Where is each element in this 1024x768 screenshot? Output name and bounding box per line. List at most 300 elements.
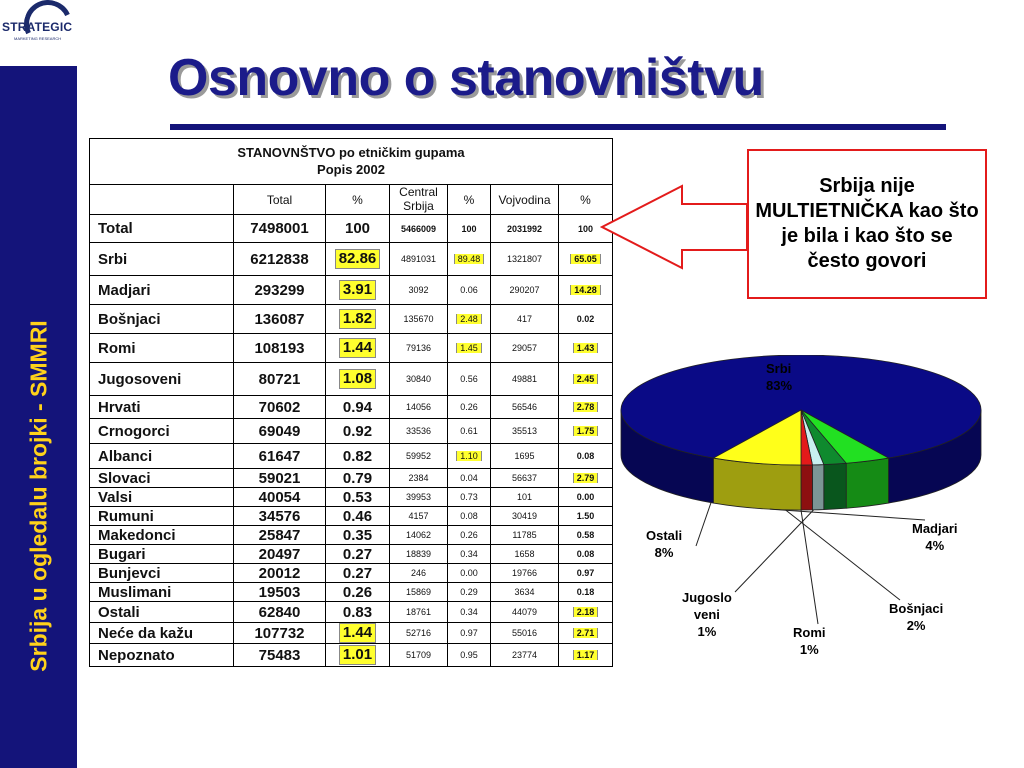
cell-central-value: 135670 xyxy=(403,314,434,324)
cell-central-pct-value: 2.48 xyxy=(456,314,482,324)
cell-total xyxy=(234,444,326,469)
cell-central-pct-value: 0.34 xyxy=(460,549,478,559)
cell-central-pct-value: 0.08 xyxy=(460,511,478,521)
cell-vojvodina-value: 44079 xyxy=(511,607,538,617)
cell-vojvodina xyxy=(491,545,559,564)
cell-total xyxy=(234,545,326,564)
cell-vojvodina-value: 35513 xyxy=(511,426,538,436)
label-bosnjaci xyxy=(889,601,943,635)
cell-pct xyxy=(326,564,390,583)
label-romi-name: Romi xyxy=(793,625,826,640)
label-ostali xyxy=(646,528,682,562)
cell-central xyxy=(390,644,448,667)
cell-central-value: 59952 xyxy=(405,451,432,461)
cell-vojvodina-pct xyxy=(559,419,613,444)
label-ostali-value: 8% xyxy=(654,544,674,560)
cell-central-value: 5466009 xyxy=(400,223,437,234)
cell-vojvodina xyxy=(491,276,559,305)
cell-vojvodina-pct-value: 1.75 xyxy=(573,426,599,436)
title-underline xyxy=(170,124,946,130)
cell-vojvodina xyxy=(491,305,559,334)
cell-name-value: Muslimani xyxy=(98,583,172,601)
cell-central-value: 30840 xyxy=(405,374,432,384)
cell-vojvodina-pct-value: 1.43 xyxy=(573,343,599,353)
cell-vojvodina-pct xyxy=(559,396,613,419)
cell-name-value: Ostali xyxy=(98,603,140,621)
table-row xyxy=(90,215,613,243)
cell-total-value: 80721 xyxy=(258,370,301,388)
cell-total-value: 19503 xyxy=(258,583,301,601)
cell-central xyxy=(390,396,448,419)
sidebar-vertical-text: Srbija u ogledalu brojki - SMMRI xyxy=(25,320,52,672)
cell-central-pct xyxy=(448,564,491,583)
label-madjari xyxy=(912,521,958,555)
cell-total xyxy=(234,526,326,545)
cell-name-value: Neće da kažu xyxy=(98,624,194,642)
cell-central-value: 18761 xyxy=(405,607,432,617)
cell-central-pct xyxy=(448,469,491,488)
cell-pct-value: 1.01 xyxy=(339,645,376,665)
header-central-text: Central Srbija xyxy=(399,185,438,213)
header-central-srbija xyxy=(390,185,448,215)
cell-vojvodina-pct-value: 0.58 xyxy=(576,530,595,540)
cell-central-pct xyxy=(448,363,491,396)
label-bosnjaci-value: 2% xyxy=(906,617,926,633)
cell-pct xyxy=(326,583,390,602)
cell-pct xyxy=(326,396,390,419)
cell-name xyxy=(90,243,234,276)
cell-total xyxy=(234,305,326,334)
cell-vojvodina xyxy=(491,583,559,602)
cell-vojvodina-pct-value: 2.71 xyxy=(573,628,599,638)
cell-vojvodina-pct xyxy=(559,526,613,545)
cell-central xyxy=(390,334,448,363)
cell-name-value: Rumuni xyxy=(98,507,154,525)
cell-central-pct-value: 0.26 xyxy=(460,530,478,540)
cell-central-value: 3092 xyxy=(408,285,429,295)
cell-vojvodina-pct-value: 65.05 xyxy=(570,254,601,264)
cell-vojvodina-value: 19766 xyxy=(511,568,538,578)
cell-total-value: 61647 xyxy=(258,447,301,465)
cell-total xyxy=(234,215,326,243)
page-title: Osnovno o stanovništvu xyxy=(168,49,764,107)
cell-vojvodina-pct-value: 0.97 xyxy=(576,568,595,578)
leader-romi xyxy=(801,510,818,624)
cell-pct-value: 100 xyxy=(344,220,371,237)
cell-pct-value: 0.83 xyxy=(342,603,373,621)
cell-vojvodina-pct xyxy=(559,469,613,488)
cell-central-pct-value: 1.45 xyxy=(456,343,482,353)
table-row xyxy=(90,305,613,334)
cell-vojvodina-pct xyxy=(559,583,613,602)
cell-vojvodina-pct xyxy=(559,644,613,667)
strategic-logo xyxy=(0,0,78,66)
cell-name xyxy=(90,644,234,667)
cell-central-pct xyxy=(448,545,491,564)
cell-pct-value: 0.82 xyxy=(342,447,373,465)
cell-vojvodina xyxy=(491,507,559,526)
cell-vojvodina xyxy=(491,644,559,667)
pie-side-madjari xyxy=(846,458,888,508)
cell-name xyxy=(90,469,234,488)
cell-name xyxy=(90,444,234,469)
cell-name xyxy=(90,507,234,526)
table-row xyxy=(90,602,613,623)
cell-name-value: Makedonci xyxy=(98,526,176,544)
cell-vojvodina-pct-value: 0.18 xyxy=(576,587,595,597)
cell-vojvodina-value: 56637 xyxy=(511,473,538,483)
cell-central xyxy=(390,564,448,583)
cell-pct-value: 0.92 xyxy=(342,422,373,440)
cell-name-value: Slovaci xyxy=(98,469,151,487)
cell-vojvodina xyxy=(491,488,559,507)
cell-pct-value: 82.86 xyxy=(335,249,381,269)
cell-vojvodina-pct-value: 2.78 xyxy=(573,402,599,412)
cell-vojvodina-pct-value: 0.08 xyxy=(576,451,595,461)
cell-vojvodina-value: 101 xyxy=(516,492,533,502)
cell-central-pct xyxy=(448,507,491,526)
pie-side-romi xyxy=(812,465,823,510)
cell-name-value: Madjari xyxy=(98,281,151,299)
table-row xyxy=(90,488,613,507)
table-row xyxy=(90,469,613,488)
cell-central-pct-value: 1.10 xyxy=(456,451,482,461)
cell-name-value: Bošnjaci xyxy=(98,310,161,328)
pie-side-bošnjaci xyxy=(824,463,846,509)
cell-total-value: 69049 xyxy=(258,422,301,440)
cell-central xyxy=(390,623,448,644)
label-madjari-value: 4% xyxy=(925,537,945,553)
cell-vojvodina-value: 1695 xyxy=(514,451,535,461)
cell-central-pct xyxy=(448,583,491,602)
cell-vojvodina-value: 49881 xyxy=(511,374,538,384)
cell-total-value: 70602 xyxy=(258,398,301,416)
cell-central-pct-value: 0.56 xyxy=(460,374,478,384)
cell-total xyxy=(234,583,326,602)
cell-central-pct xyxy=(448,488,491,507)
cell-name xyxy=(90,334,234,363)
cell-central-pct-value: 0.00 xyxy=(460,568,478,578)
cell-total xyxy=(234,363,326,396)
cell-vojvodina-pct-value: 0.02 xyxy=(576,314,595,324)
table-row xyxy=(90,545,613,564)
cell-pct-value: 1.82 xyxy=(339,309,376,329)
cell-vojvodina-value: 2031992 xyxy=(506,223,543,234)
cell-vojvodina-value: 23774 xyxy=(511,650,538,660)
label-madjari-name: Madjari xyxy=(912,521,958,536)
cell-central-pct xyxy=(448,305,491,334)
cell-vojvodina xyxy=(491,469,559,488)
cell-central xyxy=(390,526,448,545)
cell-vojvodina-value: 55016 xyxy=(511,628,538,638)
cell-vojvodina-pct-value: 14.28 xyxy=(570,285,601,295)
cell-central xyxy=(390,305,448,334)
cell-vojvodina-value: 1658 xyxy=(514,549,535,559)
cell-pct-value: 0.26 xyxy=(342,583,373,601)
cell-total xyxy=(234,602,326,623)
cell-central xyxy=(390,276,448,305)
cell-total xyxy=(234,334,326,363)
cell-name xyxy=(90,526,234,545)
cell-total-value: 62840 xyxy=(258,603,301,621)
cell-name xyxy=(90,363,234,396)
cell-total xyxy=(234,644,326,667)
cell-vojvodina-value: 1321807 xyxy=(506,254,543,264)
label-romi-value: 1% xyxy=(799,641,819,657)
cell-central-value: 2384 xyxy=(408,473,429,483)
cell-central-value: 39953 xyxy=(405,492,432,502)
cell-central xyxy=(390,215,448,243)
cell-total xyxy=(234,564,326,583)
cell-pct xyxy=(326,545,390,564)
cell-total-value: 20497 xyxy=(258,545,301,563)
label-jugosloveni-line2: veni xyxy=(693,606,720,622)
cell-name-value: Total xyxy=(98,220,133,237)
cell-vojvodina-value: 290207 xyxy=(509,285,540,295)
cell-central-value: 52716 xyxy=(405,628,432,638)
table-row xyxy=(90,444,613,469)
cell-vojvodina-value: 30419 xyxy=(511,511,538,521)
cell-vojvodina xyxy=(491,396,559,419)
cell-vojvodina xyxy=(491,623,559,644)
cell-name xyxy=(90,564,234,583)
cell-total xyxy=(234,243,326,276)
logo-text: STRATEGIC xyxy=(2,20,73,34)
cell-total-value: 108193 xyxy=(254,339,305,357)
cell-central-value: 4157 xyxy=(408,511,429,521)
cell-pct xyxy=(326,305,390,334)
cell-central-pct xyxy=(448,276,491,305)
cell-central-pct xyxy=(448,396,491,419)
cell-central xyxy=(390,488,448,507)
cell-vojvodina xyxy=(491,564,559,583)
cell-total-value: 40054 xyxy=(258,488,301,506)
table-caption-title: STANOVNŠTVO po etničkim gupama xyxy=(237,145,465,161)
cell-central xyxy=(390,243,448,276)
cell-central-pct xyxy=(448,602,491,623)
cell-vojvodina xyxy=(491,215,559,243)
cell-name xyxy=(90,583,234,602)
header-pct: % xyxy=(326,185,390,215)
cell-central-pct-value: 89.48 xyxy=(454,254,485,264)
header-total: Total xyxy=(234,185,326,215)
cell-central-pct-value: 0.04 xyxy=(460,473,478,483)
cell-pct xyxy=(326,419,390,444)
cell-central xyxy=(390,469,448,488)
cell-vojvodina xyxy=(491,526,559,545)
cell-name xyxy=(90,419,234,444)
cell-pct xyxy=(326,334,390,363)
cell-total xyxy=(234,276,326,305)
cell-central-pct-value: 0.97 xyxy=(460,628,478,638)
cell-vojvodina-pct xyxy=(559,334,613,363)
cell-central xyxy=(390,583,448,602)
cell-vojvodina xyxy=(491,243,559,276)
cell-total-value: 25847 xyxy=(258,526,301,544)
cell-pct xyxy=(326,623,390,644)
cell-pct-value: 0.27 xyxy=(342,545,373,563)
cell-central-pct xyxy=(448,644,491,667)
cell-central-value: 51709 xyxy=(405,650,432,660)
ethnic-population-table xyxy=(89,138,613,667)
cell-vojvodina xyxy=(491,444,559,469)
cell-name-value: Nepoznato xyxy=(98,646,175,664)
cell-vojvodina-value: 3634 xyxy=(514,587,535,597)
cell-central-value: 15869 xyxy=(405,587,432,597)
table-row xyxy=(90,644,613,667)
cell-name xyxy=(90,623,234,644)
cell-pct xyxy=(326,243,390,276)
cell-vojvodina-pct-value: 2.79 xyxy=(573,473,599,483)
cell-vojvodina-pct xyxy=(559,507,613,526)
cell-central-pct-value: 0.61 xyxy=(460,426,478,436)
cell-pct xyxy=(326,507,390,526)
logo-subtext: MARKETING RESEARCH xyxy=(14,36,62,41)
left-arrow-icon xyxy=(600,182,750,272)
cell-pct xyxy=(326,526,390,545)
cell-vojvodina-pct xyxy=(559,545,613,564)
cell-total-value: 7498001 xyxy=(250,220,309,237)
cell-central-pct-value: 0.34 xyxy=(460,607,478,617)
header-central-pct: % xyxy=(448,185,491,215)
cell-pct-value: 0.35 xyxy=(342,526,373,544)
cell-central-pct xyxy=(448,526,491,545)
table-row xyxy=(90,276,613,305)
cell-pct xyxy=(326,488,390,507)
cell-pct-value: 3.91 xyxy=(339,280,376,300)
table-row xyxy=(90,396,613,419)
table-caption xyxy=(90,139,613,185)
table-row xyxy=(90,243,613,276)
cell-total xyxy=(234,623,326,644)
cell-central-value: 14056 xyxy=(405,402,432,412)
cell-name-value: Bunjevci xyxy=(98,564,161,582)
cell-pct-value: 1.44 xyxy=(339,338,376,358)
table-row xyxy=(90,334,613,363)
cell-vojvodina-pct xyxy=(559,276,613,305)
cell-name xyxy=(90,602,234,623)
cell-pct-value: 0.27 xyxy=(342,564,373,582)
cell-total-value: 6212838 xyxy=(250,250,309,268)
cell-vojvodina-pct-value: 0.00 xyxy=(576,492,595,502)
cell-pct xyxy=(326,363,390,396)
pie-side-ostali xyxy=(713,458,801,510)
cell-pct xyxy=(326,469,390,488)
cell-central-pct xyxy=(448,334,491,363)
cell-total-value: 136087 xyxy=(254,310,305,328)
label-jugosloveni xyxy=(682,590,732,641)
cell-vojvodina-pct xyxy=(559,623,613,644)
cell-name-value: Hrvati xyxy=(98,398,141,416)
cell-vojvodina xyxy=(491,363,559,396)
table-row xyxy=(90,419,613,444)
cell-name xyxy=(90,305,234,334)
cell-pct xyxy=(326,215,390,243)
cell-central xyxy=(390,444,448,469)
label-jugosloveni-line1: Jugoslo xyxy=(682,590,732,605)
cell-name xyxy=(90,215,234,243)
header-vojvodina: Vojvodina xyxy=(491,185,559,215)
cell-central-pct-value: 0.73 xyxy=(460,492,478,502)
cell-name-value: Crnogorci xyxy=(98,422,170,440)
cell-vojvodina-pct-value: 1.17 xyxy=(573,650,599,660)
table-caption-subtitle: Popis 2002 xyxy=(317,161,385,177)
label-jugosloveni-value: 1% xyxy=(697,623,717,639)
cell-vojvodina xyxy=(491,419,559,444)
cell-name xyxy=(90,545,234,564)
pie-side-jugosloveni xyxy=(801,465,812,510)
cell-central-pct-value: 0.95 xyxy=(460,650,478,660)
cell-central-pct-value: 0.26 xyxy=(460,402,478,412)
table-row xyxy=(90,363,613,396)
table-row xyxy=(90,583,613,602)
cell-pct-value: 0.94 xyxy=(342,398,373,416)
cell-vojvodina-pct xyxy=(559,305,613,334)
cell-vojvodina-pct xyxy=(559,488,613,507)
cell-name xyxy=(90,396,234,419)
cell-central-value: 18839 xyxy=(405,549,432,559)
table-row xyxy=(90,623,613,644)
cell-pct-value: 0.79 xyxy=(342,469,373,487)
cell-vojvodina xyxy=(491,334,559,363)
cell-central xyxy=(390,363,448,396)
label-bosnjaci-name: Bošnjaci xyxy=(889,601,944,616)
cell-name-value: Srbi xyxy=(98,250,128,268)
cell-central xyxy=(390,545,448,564)
cell-central-pct xyxy=(448,623,491,644)
cell-total-value: 293299 xyxy=(254,281,305,299)
cell-central-value: 246 xyxy=(410,568,427,578)
cell-pct-value: 0.46 xyxy=(342,507,373,525)
leader-jugosloveni xyxy=(735,510,814,592)
cell-vojvodina-pct xyxy=(559,602,613,623)
label-srbi xyxy=(766,361,792,395)
cell-vojvodina-value: 417 xyxy=(516,314,533,324)
label-srbi-value: 83% xyxy=(766,377,793,393)
leader-madjari xyxy=(770,509,925,520)
cell-total xyxy=(234,419,326,444)
table-row xyxy=(90,564,613,583)
cell-name xyxy=(90,488,234,507)
cell-central-pct-value: 0.29 xyxy=(460,587,478,597)
cell-central xyxy=(390,419,448,444)
label-ostali-name: Ostali xyxy=(646,528,683,543)
leader-ostali xyxy=(696,503,711,546)
cell-pct xyxy=(326,644,390,667)
cell-name-value: Albanci xyxy=(98,447,153,465)
cell-total-value: 20012 xyxy=(258,564,301,582)
cell-vojvodina-pct-value: 2.45 xyxy=(573,374,599,384)
cell-central-pct xyxy=(448,444,491,469)
cell-total xyxy=(234,488,326,507)
cell-name-value: Bugari xyxy=(98,545,146,563)
cell-name-value: Romi xyxy=(98,339,136,357)
header-vojvodina-pct: % xyxy=(559,185,613,215)
cell-total-value: 75483 xyxy=(258,646,301,664)
callout-box xyxy=(747,149,987,299)
cell-central xyxy=(390,602,448,623)
callout-text: Srbija nije MULTIETNIČKA kao što je bila i kao što se često govori xyxy=(755,175,979,272)
cell-name-value: Jugosoveni xyxy=(98,370,182,388)
cell-pct-value: 1.08 xyxy=(339,369,376,389)
cell-total-value: 59021 xyxy=(258,469,301,487)
cell-central-value: 79136 xyxy=(405,343,432,353)
cell-total-value: 107732 xyxy=(254,624,305,642)
cell-central-pct-value: 100 xyxy=(461,223,477,234)
cell-central-value: 4891031 xyxy=(400,254,437,264)
cell-vojvodina-value: 29057 xyxy=(511,343,538,353)
cell-total xyxy=(234,507,326,526)
